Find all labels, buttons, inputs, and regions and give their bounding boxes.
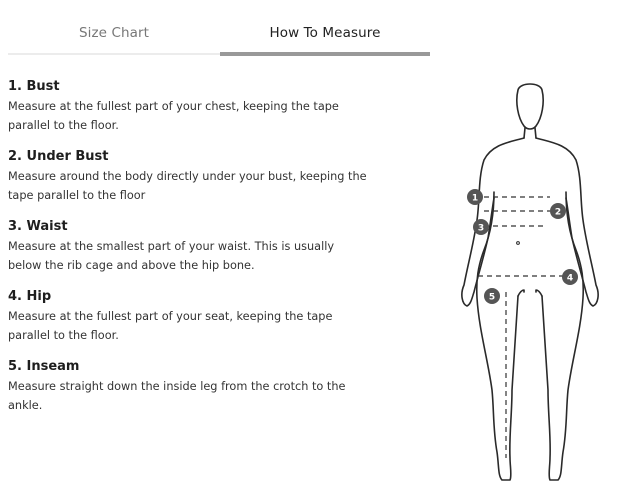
navel-mark <box>517 242 520 245</box>
tab-size-chart[interactable] <box>8 0 220 55</box>
measurement-title: 4. Hip <box>8 289 52 304</box>
head-outline <box>517 84 543 129</box>
marker-label: 4 <box>566 273 574 284</box>
measurement-title: 2. Under Bust <box>8 149 109 164</box>
tab-how-to-measure[interactable] <box>220 0 430 56</box>
marker-label: 3 <box>477 223 485 234</box>
measurement-item-under-bust <box>8 147 368 205</box>
measurement-title: 5. Inseam <box>8 359 80 374</box>
body-outline-illustration <box>436 80 636 490</box>
measurement-title: 3. Waist <box>8 219 68 234</box>
neck-right <box>535 128 536 138</box>
marker-waist <box>473 219 489 235</box>
crotch-right <box>536 290 542 296</box>
left-leg-outline <box>477 192 518 480</box>
marker-label: 5 <box>488 292 496 303</box>
measurement-description: Measure straight down the inside leg from the crotch to the ankle. <box>8 380 346 412</box>
marker-hip <box>562 269 578 285</box>
tab-how-to-measure-label: How To Measure <box>269 25 381 41</box>
marker-label: 1 <box>471 193 479 204</box>
measurement-markers <box>467 189 578 304</box>
measurement-instructions <box>8 76 368 415</box>
measurement-item-waist <box>8 217 368 275</box>
marker-inseam <box>484 288 500 304</box>
measurement-item-bust <box>8 77 368 135</box>
neck-left <box>524 128 525 138</box>
marker-bust <box>467 189 483 205</box>
measurement-lines <box>478 197 570 458</box>
left-arm-outline <box>462 138 524 306</box>
body-measurement-figure <box>436 80 636 490</box>
measurement-item-hip <box>8 287 368 345</box>
measurement-description: Measure at the smallest part of your waist. This is usually below the rib cage and above the hip bone. <box>8 240 335 272</box>
tab-size-chart-label: Size Chart <box>78 25 150 41</box>
right-leg-outline <box>542 192 583 480</box>
measure-tabs <box>8 0 430 56</box>
measurement-description: Measure at the fullest part of your chest, keeping the tape parallel to the floor. <box>8 100 339 132</box>
marker-label: 2 <box>554 207 562 218</box>
measurement-description: Measure at the fullest part of your seat, keeping the tape parallel to the floor. <box>8 310 333 342</box>
measurement-description: Measure around the body directly under your bust, keeping the tape parallel to the floor <box>8 170 367 202</box>
measurement-item-inseam <box>8 357 368 415</box>
body-silhouette <box>462 84 598 480</box>
measurement-title: 1. Bust <box>8 79 60 94</box>
marker-under-bust <box>550 203 566 219</box>
crotch-left <box>518 290 524 296</box>
